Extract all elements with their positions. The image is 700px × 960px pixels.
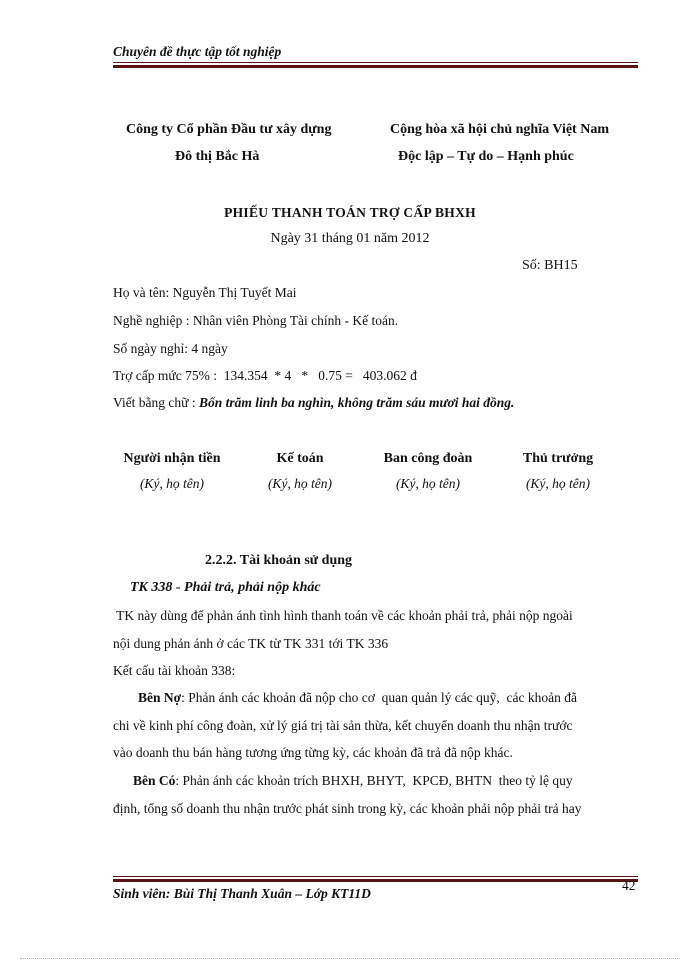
paragraph-line: nội dung phản ánh ở các TK từ TK 331 tới TK 336 [113,636,389,651]
debit-side-line1 [138,690,577,706]
amount-in-words-row [113,395,514,411]
debit-side-label: Bên Nợ [138,690,182,705]
slip-number: Số: BH15 [522,258,578,273]
account-structure-label: Kết cấu tài khoản 338: [113,663,236,678]
header-rule-thick [113,65,638,68]
debit-side-text: : Phản ánh các khoản đã nộp cho cơ quan quản lý các quỹ, các khoản đã [181,690,577,705]
page-bottom-divider [20,958,680,959]
paragraph-line: vào doanh thu bán hàng tương ứng từng kỳ, các khoản đã trả đã nộp khác. [113,745,513,760]
footer-rule-thin [113,876,638,877]
signature-subtitle: (Ký, họ tên) [139,476,205,491]
signature-title: Người nhận tiền [123,451,221,466]
signature-block-union [363,451,493,492]
running-header-title: Chuyên đề thực tập tốt nghiệp [113,44,282,59]
signature-title: Kế toán [276,451,324,466]
company-name-line2: Đô thị Bắc Hà [175,149,260,164]
signature-title: Thủ trưởng [522,451,594,466]
national-motto-line1: Cộng hòa xã hội chủ nghĩa Việt Nam [390,122,609,137]
credit-side-label: Bên Có [133,773,176,788]
section-heading: 2.2.2. Tài khoản sử dụng [205,553,353,568]
signature-subtitle: (Ký, họ tên) [525,476,591,491]
employee-occupation: Nghề nghiệp : Nhân viên Phòng Tài chính - Kế toán. [113,313,399,328]
signature-subtitle: (Ký, họ tên) [267,476,333,491]
days-off: Số ngày nghỉ: 4 ngày [113,341,228,356]
paragraph-line: định, tổng số doanh thu nhận trước phát sinh trong kỳ, các khoản phải nộp phải trả hay [113,801,582,816]
signature-block-recipient [107,451,237,492]
header-rule-thin [113,62,638,63]
credit-side-line1 [133,773,573,789]
allowance-calculation: Trợ cấp mức 75% : 134.354 * 4 * 0.75 = 403.062 đ [113,368,417,383]
slip-title: PHIẾU THANH TOÁN TRỢ CẤP BHXH [224,205,476,220]
footer-student: Sinh viên: Bùi Thị Thanh Xuân – Lớp KT11D [113,886,371,901]
signature-title: Ban công đoàn [383,451,473,466]
signature-block-director [493,451,623,492]
amount-in-words-value: Bốn trăm linh ba nghìn, không trăm sáu mươi hai đồng. [198,395,515,410]
employee-name: Họ và tên: Nguyễn Thị Tuyết Mai [113,285,297,300]
paragraph-line: chi về kinh phí công đoàn, xử lý giá trị tài sản thừa, kết chuyển doanh thu nhận trước [113,718,573,733]
signature-subtitle: (Ký, họ tên) [395,476,461,491]
section-subheading: TK 338 - Phải trả, phải nộp khác [130,580,321,595]
paragraph-line: TK này dùng để phản ánh tình hình thanh toán về các khoản phải trả, phải nộp ngoài [113,608,573,623]
amount-in-words-label: Viết bằng chữ : [113,395,196,410]
company-name-line1: Công ty Cổ phần Đầu tư xây dựng [126,122,332,137]
page-number: 42 [622,878,636,893]
signature-block-accountant [235,451,365,492]
footer-rule-thick [113,879,638,882]
national-motto-line2: Độc lập – Tự do – Hạnh phúc [398,149,574,164]
slip-date: Ngày 31 tháng 01 năm 2012 [270,231,430,246]
credit-side-text: : Phản ánh các khoản trích BHXH, BHYT, KPCĐ, BHTN theo tỷ lệ quy [175,773,573,788]
